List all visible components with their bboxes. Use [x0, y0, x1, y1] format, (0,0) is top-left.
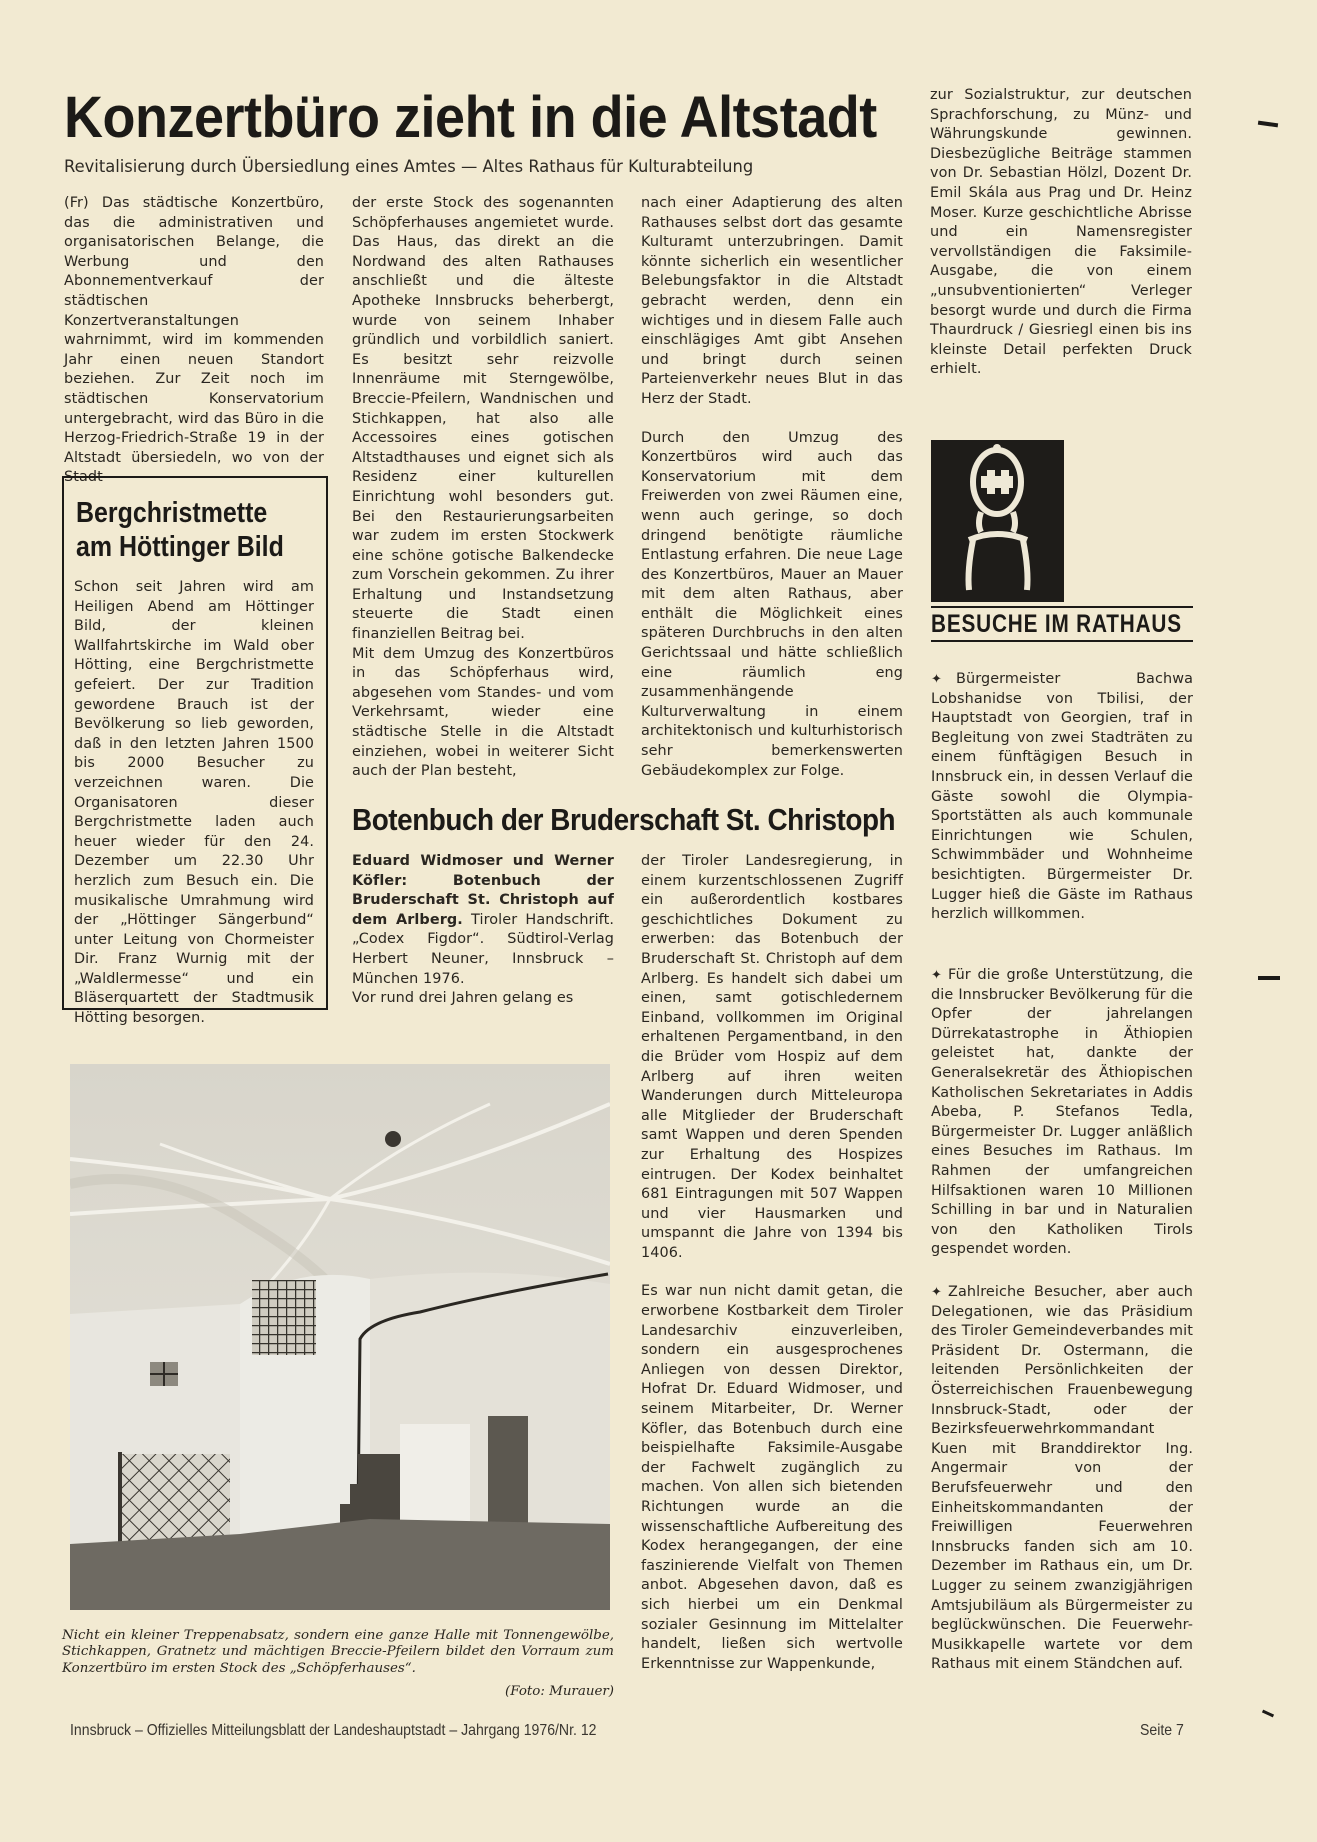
boxed-article-text: Schon seit Jahren wird am Heiligen Abend am Höttinger Bild, der kleinen Wallfahrtskirche im Wald ober Hötting, eine Bergchristmette gefeiert. Der zur Tradition gewordene Brauch ist der Bevölkerung so lieb geworden, daß in den letzten Jahren 1500 bis 2000 Besucher zu verzeichnen waren. Die Organisatoren dieser Bergchristmette laden auch heuer wieder für den 24. Dezember um 22.30 Uhr herzlich zum Besuch ein. Die musikalische Umrahmung wird der „Höttinger Sängerbund“ unter Leitung von Chormeister Dir. Franz Wurnig mit der „Waldlermesse“ und ein Bläserquartett der Stadtmusik Hötting besorgen.	[74, 579, 314, 1027]
margin-mark	[1258, 121, 1278, 128]
bullet-icon: ✦	[931, 672, 942, 687]
chair-logo	[931, 440, 1064, 602]
bullet-icon: ✦	[931, 968, 942, 983]
book-article-col2-para2: Es war nun nicht damit getan, die erworbene Kostbarkeit dem Tiroler Landesarchiv einzuverleiben, sondern ein ausgesprochenes Anliegen von dessen Direktor, Hofrat Dr. Eduard Widmoser, und seinem Mitarbeiter, Dr. Werner Köfler, das Botenbuch durch eine beispielhafte Faksimile-Ausgabe der Fachwelt zugänglich zu machen. Von allen sich bietenden Richtungen wurde an die wissenschaftliche Aufbereitung des Kodex herangegangen, der eine faszinierende Vielfalt von Themen anbot. Abgesehen davon, daß es sich hierbei um ein Denkmal sozialer Gesinnung im Mittelalter handelt, ließen sich wertvolle Erkenntnisse zur Wappenkunde,	[641, 1283, 903, 1672]
visits-item-3	[931, 1283, 1193, 1675]
visits-item-1-text: Bürgermeister Bachwa Lobshanidse von Tbilisi, der Hauptstadt von Georgien, traf in Begleitung von zwei Stadträten zu einem fünftägigen Besuch in Innsbruck ein, in dessen Verlauf die Gäste sowohl die Olympia-Sportstätten als auch kommunale Einrichtungen wie Schulen, Schwimmbäder und Wohnheime besichtigten. Bürgermeister Dr. Lugger hieß die Gäste im Rathaus herzlich willkommen.	[931, 671, 1193, 923]
visits-rule-top	[931, 606, 1193, 608]
main-article-col2	[352, 194, 614, 782]
book-article-col3-text: zur Sozialstruktur, zur deutschen Sprachforschung, zu Münz- und Währungskunde gewinnen. Diesbezügliche Beiträge stammen von Dr. Sebastian Hölzl, Dozent Dr. Emil Skála aus Prag und Dr. Heinz Moser. Kurze geschichtliche Abrisse und ein Namensregister vervollständigen die Faksimile-Ausgabe, die von einem „unsubventionierten“ Verleger besorgt wurde und durch die Firma Thaurdruck / Giesriegl einen bis ins kleinste Detail perfekten Druck erhielt.	[930, 87, 1192, 378]
book-article-headline: Botenbuch der Bruderschaft St. Christoph	[352, 802, 896, 837]
book-article-col2-para1: der Tiroler Landesregierung, in einem kurzentschlossenen Zugriff ein außerordentlich kostbares geschichtliches Dokument zu erwerben: das Botenbuch der Bruderschaft St. Christoph auf dem Arlberg. Es handelt sich dabei um einen, samt gotischledernem Einband, vollkommen im Original erhaltenen Pergamentband, in den die Brüder vom Hospiz auf dem Arlberg auf ihren weiten Wanderungen durch Mitteleuropa alle Mitglieder der Bruderschaft samt Wappen und deren Spenden zur Erhaltung des Hospizes eintrugen. Der Kodex beinhaltet 681 Eintragungen mit 507 Wappen und vier Hausmarken und umspannt die Jahre von 1394 bis 1406.	[641, 853, 903, 1261]
visits-item-3-text: Zahlreiche Besucher, aber auch Delegationen, wie das Präsidium des Tiroler Gemeindeverbandes mit Präsident Dr. Ostermann, die leitenden Persönlichkeiten der Österreichischen Frauenbewegung Innsbruck-Stadt, oder der Bezirksfeuerwehrkommandant Kuen mit Branddirektor Ing. Angermair von der Berufsfeuerwehr und den Einheitskommandanten der Freiwilligen Feuerwehren Innsbrucks fanden sich am 10. Dezember im Rathaus ein, um Dr. Lugger zu seinem zwanzigjährigen Amtsjubiläum als Bürgermeister zu beglückwünschen. Die Feuerwehr-Musikkapelle wartete vor dem Rathaus mit einem Ständchen auf.	[931, 1284, 1193, 1673]
main-article-col3-para2: Durch den Umzug des Konzertbüros wird auch das Konservatorium mit dem Freiwerden von zwei Räumen eine, wenn auch geringe, so doch dringend benötigte räumliche Entlastung erfahren. Die neue Lage des Konzertbüros, Mauer an Mauer mit dem alten Rathaus, aber enthält die Möglichkeit eines späteren Durchbruchs in den alten Gerichtssaal und hätte schließlich eine räumlich eng zusammenhängende Kulturverwaltung in einem architektonisch und kulturhistorisch sehr bemerkenswerten Gebäudekomplex zur Folge.	[641, 429, 903, 779]
book-article-lead: Vor rund drei Jahren gelang es	[352, 990, 574, 1007]
margin-mark	[1262, 1710, 1274, 1718]
book-reference	[352, 852, 614, 989]
boxed-article	[62, 476, 328, 1027]
footer-page-number: Seite 7	[1140, 1722, 1184, 1739]
photo-credit: (Foto: Murauer)	[505, 1684, 614, 1699]
photo-caption	[62, 1628, 614, 1677]
book-reference-rest: Tiroler Handschrift. „Codex Figdor“. Südtirol-Verlag Herbert Neuner, Innsbruck – München 1976.	[352, 911, 614, 987]
vaulted-hall-photo-icon	[70, 1064, 610, 1610]
main-article-col2-para1: der erste Stock des sogenannten Schöpferhauses angemietet wurde. Das Haus, das direkt an die Nordwand des alten Rathauses anschließt und die älteste Apotheke Innsbrucks beherbergt, wurde von seinem Inhaber gründlich und vorbildlich saniert. Es besitzt sehr reizvolle Innenräume mit Sterngewölbe, Breccie-Pfeilern, Wandnischen und Stichkappen, hat also alle Accessoires eines gotischen Altstadthauses und eignet sich als Residenz einer kulturellen Einrichtung wohl besonders gut. Bei den Restaurierungsarbeiten war zudem im ersten Stockwerk eine schöne gotische Balkendecke zum Vorschein gekommen. Zu ihrer Erhaltung und Instandsetzung steuerte die Stadt einen finanziellen Beitrag bei.	[352, 195, 614, 643]
visits-item-1	[931, 670, 1193, 925]
book-reference-bold: Eduard Widmoser und Werner Köfler: Botenbuch der Bruderschaft St. Christoph auf dem Arlberg.	[352, 853, 614, 928]
main-subtitle: Revitalisierung durch Übersiedlung eines Amtes — Altes Rathaus für Kulturabteilung	[64, 157, 754, 177]
bullet-icon: ✦	[931, 1285, 942, 1300]
book-article-col1	[352, 852, 614, 1009]
boxed-article-title-line2: am Höttinger Bild	[76, 531, 284, 563]
footer-publication: Innsbruck – Offizielles Mitteilungsblatt der Landeshauptstadt – Jahrgang 1976/Nr. 12	[70, 1722, 597, 1739]
chair-icon	[931, 440, 1064, 602]
visits-item-2	[931, 966, 1193, 1260]
main-headline: Konzertbüro zieht in die Altstadt	[64, 85, 877, 150]
main-article-col3	[641, 194, 903, 781]
book-article-col2	[641, 852, 903, 1674]
book-article-col3	[930, 86, 1192, 380]
main-article-col1	[64, 194, 324, 488]
visits-heading: BESUCHE IM RATHAUS	[931, 610, 1182, 638]
main-article-col1-text: (Fr) Das städtische Konzertbüro, das die administrativen und organisatorischen Belange, die Werbung und den Abonnementverkauf der städtischen Konzertveranstaltungen wahrnimmt, wird im kommenden Jahr einen neuen Standort beziehen. Zur Zeit noch im städtischen Konservatorium untergebracht, wird das Büro in die Herzog-Friedrich-Straße 19 in der Altstadt übersiedeln, wo von der Stadt	[64, 195, 324, 486]
margin-mark	[1258, 976, 1280, 980]
main-article-col3-para1: nach einer Adaptierung des alten Rathauses selbst dort das gesamte Kulturamt unterzubringen. Damit könnte sicherlich ein wesentlicher Belebungsfaktor in die Altstadt gebracht werden, denn ein wichtiges und in diesem Falle auch einschlägiges Amt gibt Ansehen und bringt durch seinen Parteienverkehr neues Blut in das Herz der Stadt.	[641, 195, 903, 407]
photo-vaulted-hall	[70, 1064, 610, 1610]
photo-caption-text: Nicht ein kleiner Treppenabsatz, sondern eine ganze Halle mit Tonnengewölbe, Stichkappen, Gratnetz und mächtigen Breccie-Pfeilern bildet den Vorraum zum Konzertbüro im ersten Stock des „Schöpferhauses“.	[62, 1628, 614, 1676]
visits-item-2-text: Für die große Unterstützung, die die Innsbrucker Bevölkerung für die Opfer der jahrelangen Dürrekatastrophe in Äthiopien geleistet hat, dankte der Generalsekretär des Äthiopischen Katholischen Sekretariates in Addis Abeba, P. Stefanos Tedla, Bürgermeister Dr. Lugger anläßlich eines Besuches im Rathaus. Im Rahmen der umfangreichen Hilfsaktionen waren 10 Millionen Schilling in bar und in Naturalien von den Katholiken Tirols gespendet worden.	[931, 967, 1193, 1258]
boxed-article-title-line1: Bergchristmette	[76, 497, 268, 529]
visits-rule-bottom	[931, 640, 1193, 642]
boxed-article-body	[74, 578, 314, 1029]
main-article-col2-para2: Mit dem Umzug des Konzertbüros in das Schöpferhaus wird, abgesehen vom Standes- und vom Verkehrsamt, wieder eine städtische Stelle in die Altstadt einziehen, wobei in weiterer Sicht auch der Plan besteht,	[352, 645, 614, 780]
